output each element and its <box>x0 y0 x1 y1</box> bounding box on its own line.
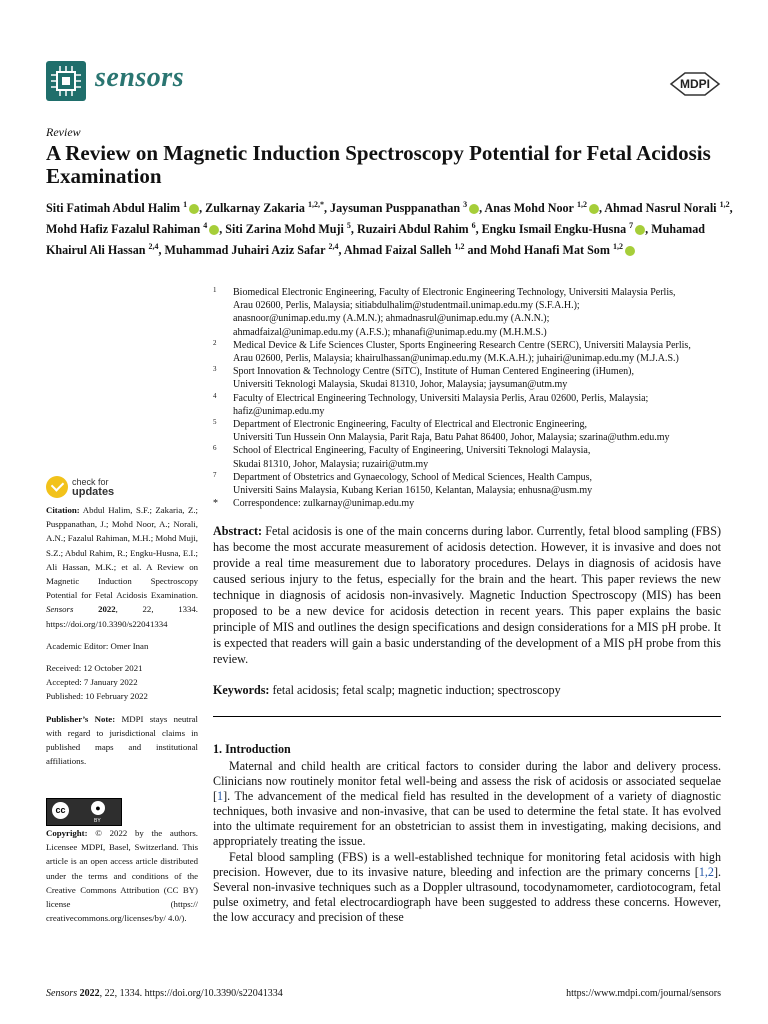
author-affiliation-sup: 6 <box>471 221 476 231</box>
citation-journal: Sensors <box>46 604 74 615</box>
abstract-text: Fetal acidosis is one of the main concerns during labor. Currently, fetal blood sampling (FBS) has become the most accurate measurement of acidosis detection. However, it is invasive and does not provide a real time measurement due to laboratory procedures. Delays in diagnosis of acidosis have caused serious injury to the fetus, especially for the brain and the heart. This paper reviews the new technique in diagnosis of acidosis non-invasively. Magnetic Induction Spectroscopy (MIS) has been proposed to be a new device for acidosis detection in recent years. This paper explains the basic principle of MIS and outlines the design specifications and design considerations for a MIS pH probe. It is expected that readers will gain a basic understanding of the development of a MIS pH probe from this review. <box>213 524 721 666</box>
author[interactable] <box>485 201 599 215</box>
cc-by-license-icon[interactable] <box>46 798 122 826</box>
check-updates-icon <box>46 476 68 498</box>
affiliation-line: Faculty of Electrical Engineering Technology, Universiti Malaysia Perlis, Arau 02600, Perlis, Malaysia; <box>233 392 649 404</box>
author-name: Anas Mohd Noor <box>484 201 574 216</box>
affiliation-number: 3 <box>213 365 217 374</box>
citation-label: Citation: <box>46 505 80 515</box>
footer-doi[interactable]: , 22, 1334. https://doi.org/10.3390/s22041334 <box>99 988 283 999</box>
orcid-icon[interactable] <box>589 204 599 214</box>
author-affiliation-sup: 1,2,* <box>308 200 324 209</box>
orcid-icon[interactable] <box>189 204 199 214</box>
check-for-updates-button[interactable] <box>46 476 186 498</box>
citation-link[interactable]: 1,2 <box>698 864 714 879</box>
publisher-note-text: MDPI stays neutral with regard to jurisdictional claims in published maps and institutional affiliations. <box>46 713 198 767</box>
affiliation-line: ahmadfaizal@unimap.edu.my (A.F.S.); mhanafi@unimap.edu.my (M.H.M.S.) <box>233 326 547 338</box>
footer-citation <box>46 988 283 999</box>
section-divider <box>213 716 721 717</box>
author-affiliation-sup: 1,2 <box>454 242 465 252</box>
sidebar <box>46 503 198 776</box>
affiliation-line: anasnoor@unimap.edu.my (A.M.N.); ahmadnasrul@unimap.edu.my (A.N.N.); <box>233 313 550 325</box>
author[interactable] <box>604 201 729 215</box>
author-affiliation-sup: 5 <box>346 221 351 231</box>
affiliation-number: 2 <box>213 338 217 347</box>
citation <box>46 503 198 631</box>
person-icon: ● <box>91 801 105 815</box>
author[interactable] <box>482 222 646 236</box>
author-affiliation-sup: 2,4 <box>148 242 159 252</box>
affiliation-line: Universiti Tun Hussein Onn Malaysia, Parit Raja, Batu Pahat 86400, Johor, Malaysia; szarina@uthm.edu.my <box>233 432 670 444</box>
author-affiliation-sup: 3 <box>463 200 468 209</box>
copyright <box>46 826 198 925</box>
affiliation-line: Biomedical Electronic Engineering, Faculty of Electronic Engineering Technology, Universiti Malaysia Perlis, <box>233 287 676 298</box>
author-name: Ahmad Faizal Salleh <box>343 243 452 258</box>
affiliation-line: School of Electrical Engineering, Faculty of Engineering, Universiti Teknologi Malaysia, <box>233 445 591 457</box>
author-affiliation-sup: 1 <box>183 200 188 209</box>
orcid-icon[interactable] <box>469 204 479 214</box>
introduction-body <box>213 759 721 925</box>
journal-logo-icon <box>46 61 86 101</box>
mdpi-logo-text: MDPI <box>680 77 710 91</box>
author-affiliation-sup: 1,2 <box>612 242 623 252</box>
author-affiliation-sup: 2,4 <box>328 242 339 252</box>
author[interactable] <box>46 222 219 236</box>
author[interactable] <box>344 243 465 257</box>
section-heading-introduction: 1. Introduction <box>213 742 291 756</box>
orcid-icon[interactable] <box>635 225 645 235</box>
cc-icon: cc <box>52 802 69 819</box>
author-name: Jaysuman Pusppanathan <box>330 201 461 216</box>
affiliation-line: Department of Obstetrics and Gynaecology, School of Medical Sciences, Health Campus, <box>233 471 592 483</box>
affiliation-line: Correspondence: zulkarnay@unimap.edu.my <box>233 498 415 510</box>
footer-journal: Sensors <box>46 988 78 999</box>
affiliation-item <box>213 392 733 418</box>
citation-year: 2022 <box>98 604 116 615</box>
citation-link[interactable]: 1 <box>217 789 224 804</box>
affiliation-number: 6 <box>213 444 217 453</box>
affiliation-item <box>213 339 733 365</box>
affiliation-line: Sport Innovation & Technology Centre (SiTC), Institute of Human Centered Engineering (iHumen), <box>233 366 634 378</box>
author-name: Mohd Hafiz Fazalul Rahiman <box>46 222 201 237</box>
affiliation-line: hafiz@unimap.edu.my <box>233 405 325 417</box>
author-name: Siti Fatimah Abdul Halim <box>46 201 181 216</box>
affiliation-number: * <box>213 498 218 510</box>
affiliation-item <box>213 365 733 391</box>
author[interactable] <box>205 201 324 215</box>
affiliations <box>213 286 733 510</box>
author-name: Engku Ismail Engku-Husna <box>481 222 627 237</box>
copyright-label: Copyright: <box>46 828 88 838</box>
author-name: Mohd Hanafi Mat Som <box>489 243 610 258</box>
author[interactable] <box>330 201 479 215</box>
affiliation-number: 4 <box>213 391 217 400</box>
mdpi-logo-icon[interactable] <box>667 70 723 103</box>
author[interactable] <box>46 201 199 215</box>
author-affiliation-sup: 1,2 <box>719 200 730 209</box>
affiliation-item <box>213 497 733 510</box>
affiliation-line: Arau 02600, Perlis, Malaysia; sitiabdulhalim@studentmail.unimap.edu.my (S.F.A.H.); <box>233 300 580 312</box>
check-for-label: check for <box>72 477 109 487</box>
author-name: Siti Zarina Mohd Muji <box>225 222 344 237</box>
paragraph: Maternal and child health are critical factors to consider during the labor and delivery process. Clinicians now routinely monitor fetal well-being and assess the risk of acidosis or associated sequelae [1]. The advancement of the medical field has resulted in the development of a variety of diagnostic techniques, both invasive and non-invasive, that can be used to determine the fetal state. It has evolved into the ultimate requirement for an obstetrician to assist them in investigating, making decisions, and appropriately treating the issue. <box>213 759 721 849</box>
author[interactable] <box>165 243 339 257</box>
affiliation-item <box>213 471 733 497</box>
author[interactable] <box>490 243 635 257</box>
author-name: Muhammad Juhairi Aziz Safar <box>164 243 326 258</box>
by-label: BY <box>94 818 101 824</box>
journal-name[interactable]: sensors <box>95 62 185 93</box>
updates-label: updates <box>72 486 115 498</box>
affiliation-item <box>213 418 733 444</box>
abstract-label: Abstract: <box>213 524 263 538</box>
orcid-icon[interactable] <box>209 225 219 235</box>
abstract <box>213 523 721 667</box>
affiliation-item <box>213 444 733 470</box>
author-name: Zulkarnay Zakaria <box>205 201 305 216</box>
affiliation-line: Universiti Sains Malaysia, Kubang Kerian 16150, Kelantan, Malaysia; enhusna@usm.my <box>233 485 593 497</box>
author-name: Muhamad Khairul Ali Hassan <box>46 222 705 258</box>
footer-year: 2022 <box>79 988 100 999</box>
affiliation-number: 7 <box>213 470 217 479</box>
copyright-text: © 2022 by the authors. Licensee MDPI, Basel, Switzerland. This article is an open access article distributed under the terms and conditions of the Creative Commons Attribution (CC BY) license (https:// creativecommons.org/licenses/by/ 4.0/). <box>46 828 199 924</box>
affiliation-line: Medical Device & Life Sciences Cluster, Sports Engineering Research Centre (SERC), Universiti Malaysia Perlis, <box>233 339 691 351</box>
article-title: A Review on Magnetic Induction Spectroscopy Potential for Fetal Acidosis Examination <box>46 141 711 188</box>
author[interactable] <box>357 222 476 236</box>
keywords-label: Keywords: <box>213 683 270 697</box>
author-list: Siti Fatimah Abdul Halim $^1$ , Zulkarnay Zakaria $^{1,2,*}$, Jaysuman Pusppanathan $^3$ , Anas Mohd Noor $^{1,2}$ , Ahmad Nasrul Norali $^{1,2}$, Mohd Hafiz Fazalul Rahiman $^4$ , Siti Zarina Mohd Muji $^5$, Ruzairi Abdul Rahim $^6$, Engku Ismail Engku-Husna $^7$ , Muhamad Khairul Ali Hassan $^{2,4}$, Muhammad Juhairi Aziz Safar $^{2,4}$, Ahmad Faizal Salleh $^{1,2}$ and Mohd Hanafi Mat Som $^{1,2}$ <box>46 200 733 258</box>
citation-rest[interactable]: , 22, 1334. https://doi.org/10.3390/s22041334 <box>46 604 199 629</box>
author-affiliation-sup: 1,2 <box>576 200 587 209</box>
author-name: Ruzairi Abdul Rahim <box>356 222 469 237</box>
affiliation-line: Arau 02600, Perlis, Malaysia; khairulhassan@unimap.edu.my (M.K.A.H.); juhairi@unimap.edu.my (M.J.A.S.) <box>233 353 679 365</box>
orcid-icon[interactable] <box>625 246 635 256</box>
keywords-text: fetal acidosis; fetal scalp; magnetic induction; spectroscopy <box>272 683 561 697</box>
author[interactable] <box>225 222 351 236</box>
academic-editor: Academic Editor: Omer Inan <box>46 640 149 651</box>
publisher-note-label: Publisher’s Note: <box>46 713 116 724</box>
publisher-note <box>46 712 198 769</box>
author-affiliation-sup: 7 <box>629 221 634 231</box>
author-affiliation-sup: 4 <box>203 221 208 231</box>
published-date: Published: 10 February 2022 <box>46 691 148 702</box>
citation-text: Abdul Halim, S.F.; Zakaria, Z.; Pusppanathan, J.; Mohd Noor, A.; Norali, A.N.; Fazalul Rahiman, M.H.; Mohd Muji, S.Z.; Abdul Rahim, R.; Engku-Husna, E.I.; Ali Hassan, M.K.; et al. A Review on Magnetic Induction Spectroscopy Potential for Fetal Acidosis Examination. <box>46 505 198 601</box>
affiliation-number: 5 <box>213 418 217 427</box>
keywords <box>213 683 721 698</box>
received-date: Received: 12 October 2021 <box>46 663 143 674</box>
affiliation-line: Skudai 81310, Johor, Malaysia; ruzairi@utm.my <box>233 458 429 470</box>
footer-journal-url[interactable]: https://www.mdpi.com/journal/sensors <box>566 988 721 999</box>
affiliation-number: 1 <box>213 286 217 294</box>
author-name: Ahmad Nasrul Norali <box>604 201 717 216</box>
paragraph: Fetal blood sampling (FBS) is a well-established technique for monitoring fetal acidosis with high precision. However, due to its invasive nature, bleeding and infection are the primary concerns [1,2]. Several non-invasive techniques such as a Doppler ultrasound, tocodynamometer, cardiotocogram, fetal pulse oximetry, and fetal electrocardiograph have been suggested to address these concerns. However, the low accuracy and precision of these <box>213 849 721 924</box>
affiliation-line: Universiti Teknologi Malaysia, Skudai 81310, Johor, Malaysia; jaysuman@utm.my <box>233 379 568 391</box>
affiliation-line: Department of Electronic Engineering, Faculty of Electrical and Electronic Engineering, <box>233 419 588 431</box>
accepted-date: Accepted: 7 January 2022 <box>46 677 138 688</box>
article-type: Review <box>46 125 81 139</box>
affiliation-item <box>213 286 733 339</box>
